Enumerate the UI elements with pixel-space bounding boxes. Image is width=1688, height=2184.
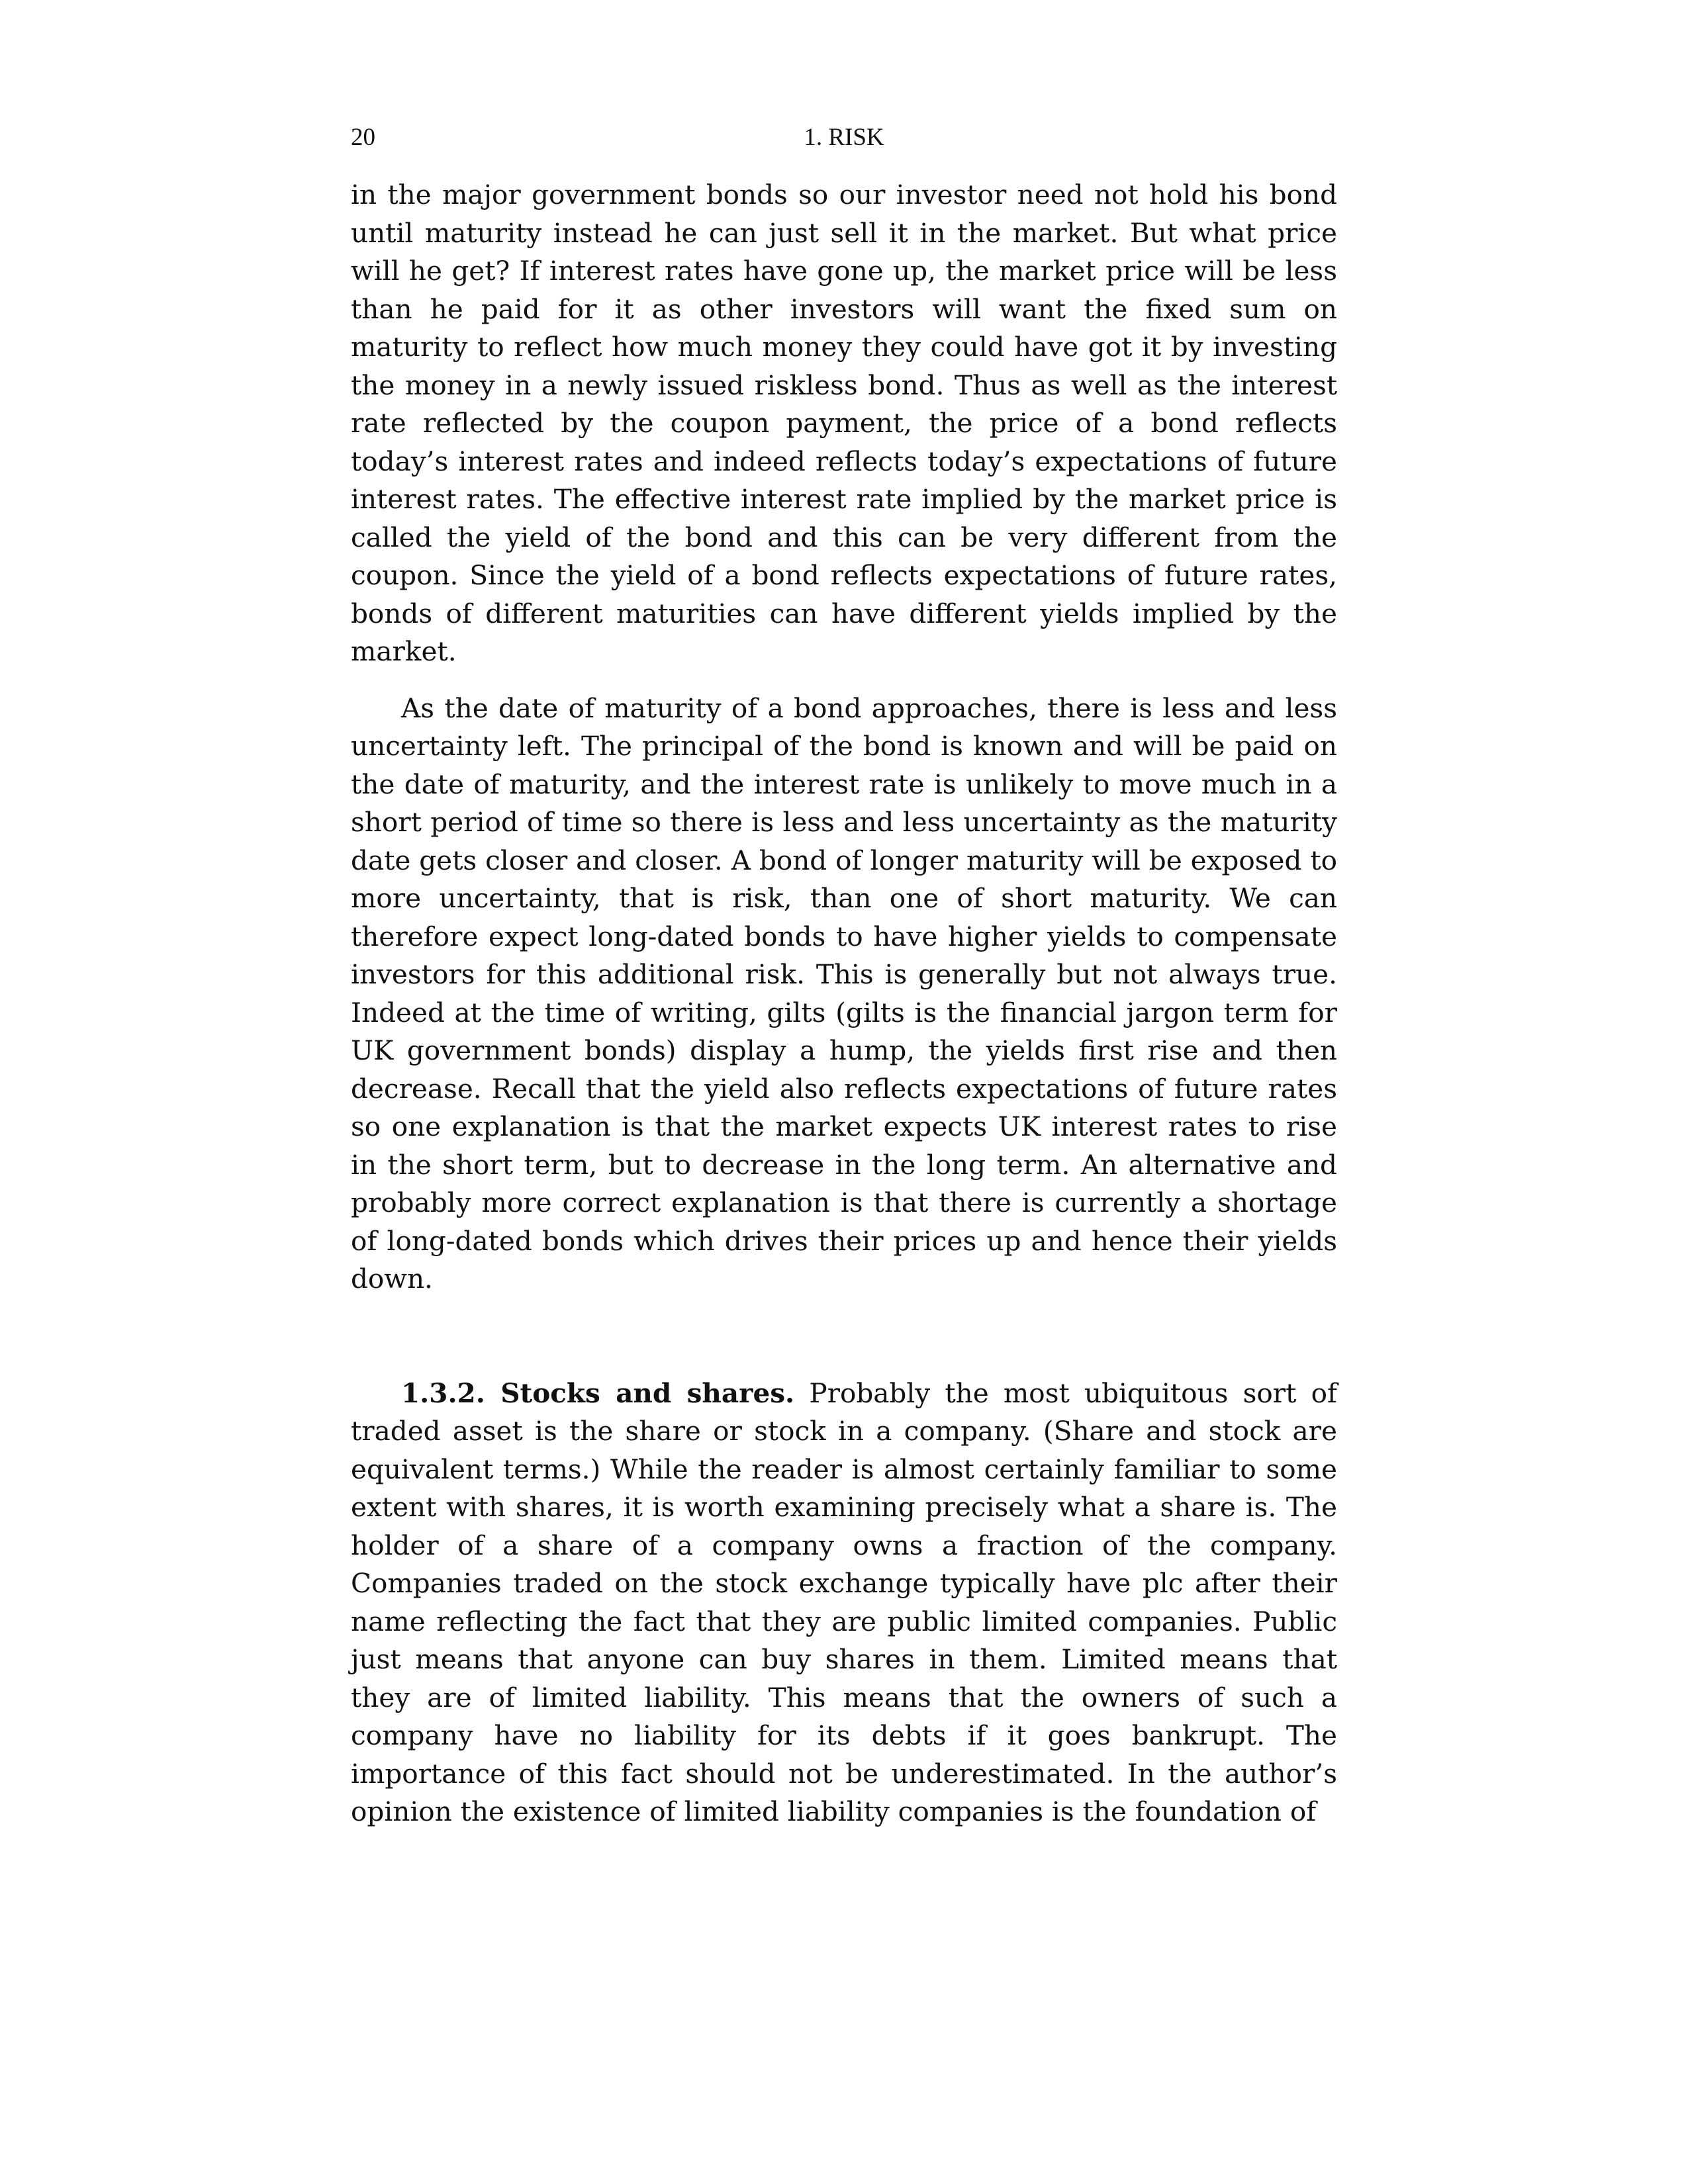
section-text: Probably the most ubiquitous sort of traded asset is the share or stock in a company. (Share and stock are equivalent terms.) While the reader is almost certainly familiar to some extent with shares, it is worth examining precisely what a share is. The holder of a share of a company owns a fraction of the company. Companies traded on the stock exchange typically have plc after their name reflecting the fact that they are public limited companies. Public just means that anyone can buy shares in them. Limited means that they are of limited liability. This means that the owners of such a company have no liability for its debts if it goes bankrupt. The importance of this fact should not be underestimated. In the author’s opinion the existence of limited liability companies is the foundation of (351, 1377, 1337, 1827)
chapter-title: 1. RISK (804, 124, 884, 151)
running-head (351, 118, 1337, 158)
section-heading: 1.3.2. Stocks and shares. (401, 1377, 795, 1409)
paragraph-bond-yield: in the major government bonds so our investor need not hold his bond until maturity instead he can just sell it in the market. But what price will he get? If interest rates have gone up, the market price will be less than he paid for it as other investors will want the fixed sum on maturity to reflect how much money they could have got it by investing the money in a newly issued riskless bond. Thus as well as the interest rate reflected by the coupon payment, the price of a bond reflects today’s interest rates and indeed reflects today’s expectations of future interest rates. The effective interest rate implied by the market price is called the yield of the bond and this can be very different from the coupon. Since the yield of a bond reflects expectations of future rates, bonds of different maturities can have different yields implied by the market. (351, 179, 1337, 667)
body-text (351, 176, 1337, 1831)
section-stocks-and-shares (351, 1375, 1337, 1831)
paragraph-bond-maturity: As the date of maturity of a bond approaches, there is less and less uncertainty left. The principal of the bond is known and will be paid on the date of maturity, and the interest rate is unlikely to move much in a short period of time so there is less and less uncertainty as the maturity date gets closer and closer. A bond of longer maturity will be exposed to more uncertainty, that is risk, than one of short maturity. We can therefore expect long-dated bonds to have higher yields to compensate investors for this additional risk. This is generally but not always true. Indeed at the time of writing, gilts (gilts is the financial jargon term for UK government bonds) display a hump, the yields first rise and then decrease. Recall that the yield also reflects expectations of future rates so one explanation is that the market expects UK interest rates to rise in the short term, but to decrease in the long term. An alternative and probably more correct explanation is that there is currently a shortage of long-dated bonds which drives their prices up and hence their yields down. (351, 692, 1337, 1295)
page-number: 20 (351, 124, 375, 151)
